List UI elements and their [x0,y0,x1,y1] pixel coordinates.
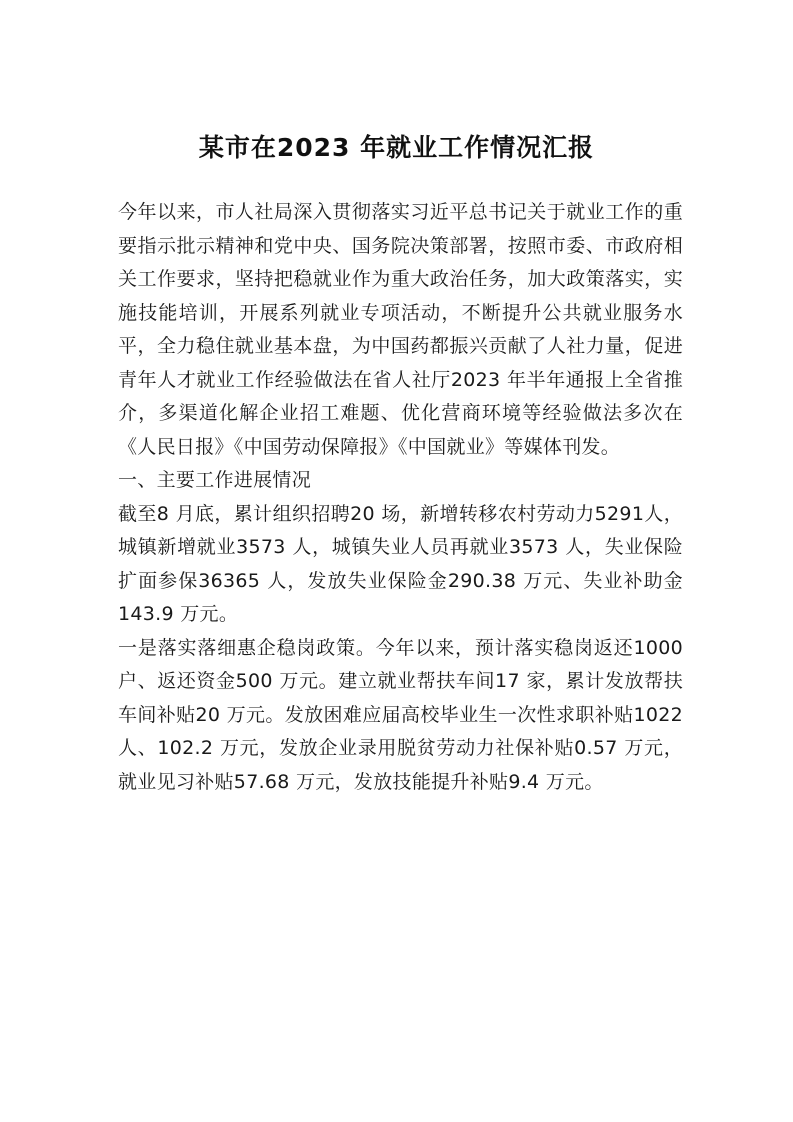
progress-paragraph: 截至8 月底，累计组织招聘20 场，新增转移农村劳动力5291人，城镇新增就业3573 人，城镇失业人员再就业3573 人，失业保险扩面参保36365 人，发放失业保险金290.38 万元、失业补助金143.9 万元。 [118,502,683,625]
policy-paragraph: 一是落实落细惠企稳岗政策。今年以来，预计落实稳岗返还1000 户、返还资金500 万元。建立就业帮扶车间17 家，累计发放帮扶车间补贴20 万元。发放困难应届高校毕业生一次性求职补贴1022 人、102.2 万元，发放企业录用脱贫劳动力社保补贴0.57 万元，就业见习补贴57.68 万元，发放技能提升补贴9.4 万元。 [118,636,683,793]
intro-paragraph: 今年以来，市人社局深入贯彻落实习近平总书记关于就业工作的重要指示批示精神和党中央、国务院决策部署，按照市委、市政府相关工作要求，坚持把稳就业作为重大政治任务，加大政策落实，实施技能培训，开展系列就业专项活动，不断提升公共就业服务水平，全力稳住就业基本盘，为中国药都振兴贡献了人社力量，促进青年人才就业工作经验做法在省人社厅2023 年半年通报上全省推介，多渠道化解企业招工难题、优化营商环境等经验做法多次在《人民日报》《中国劳动保障报》《中国就业》等媒体刊发。 [118,201,683,458]
section-heading: 一、主要工作进展情况 [118,469,312,491]
document-body [118,196,683,799]
document-title: 某市在2023 年就业工作情况汇报 [198,133,595,162]
